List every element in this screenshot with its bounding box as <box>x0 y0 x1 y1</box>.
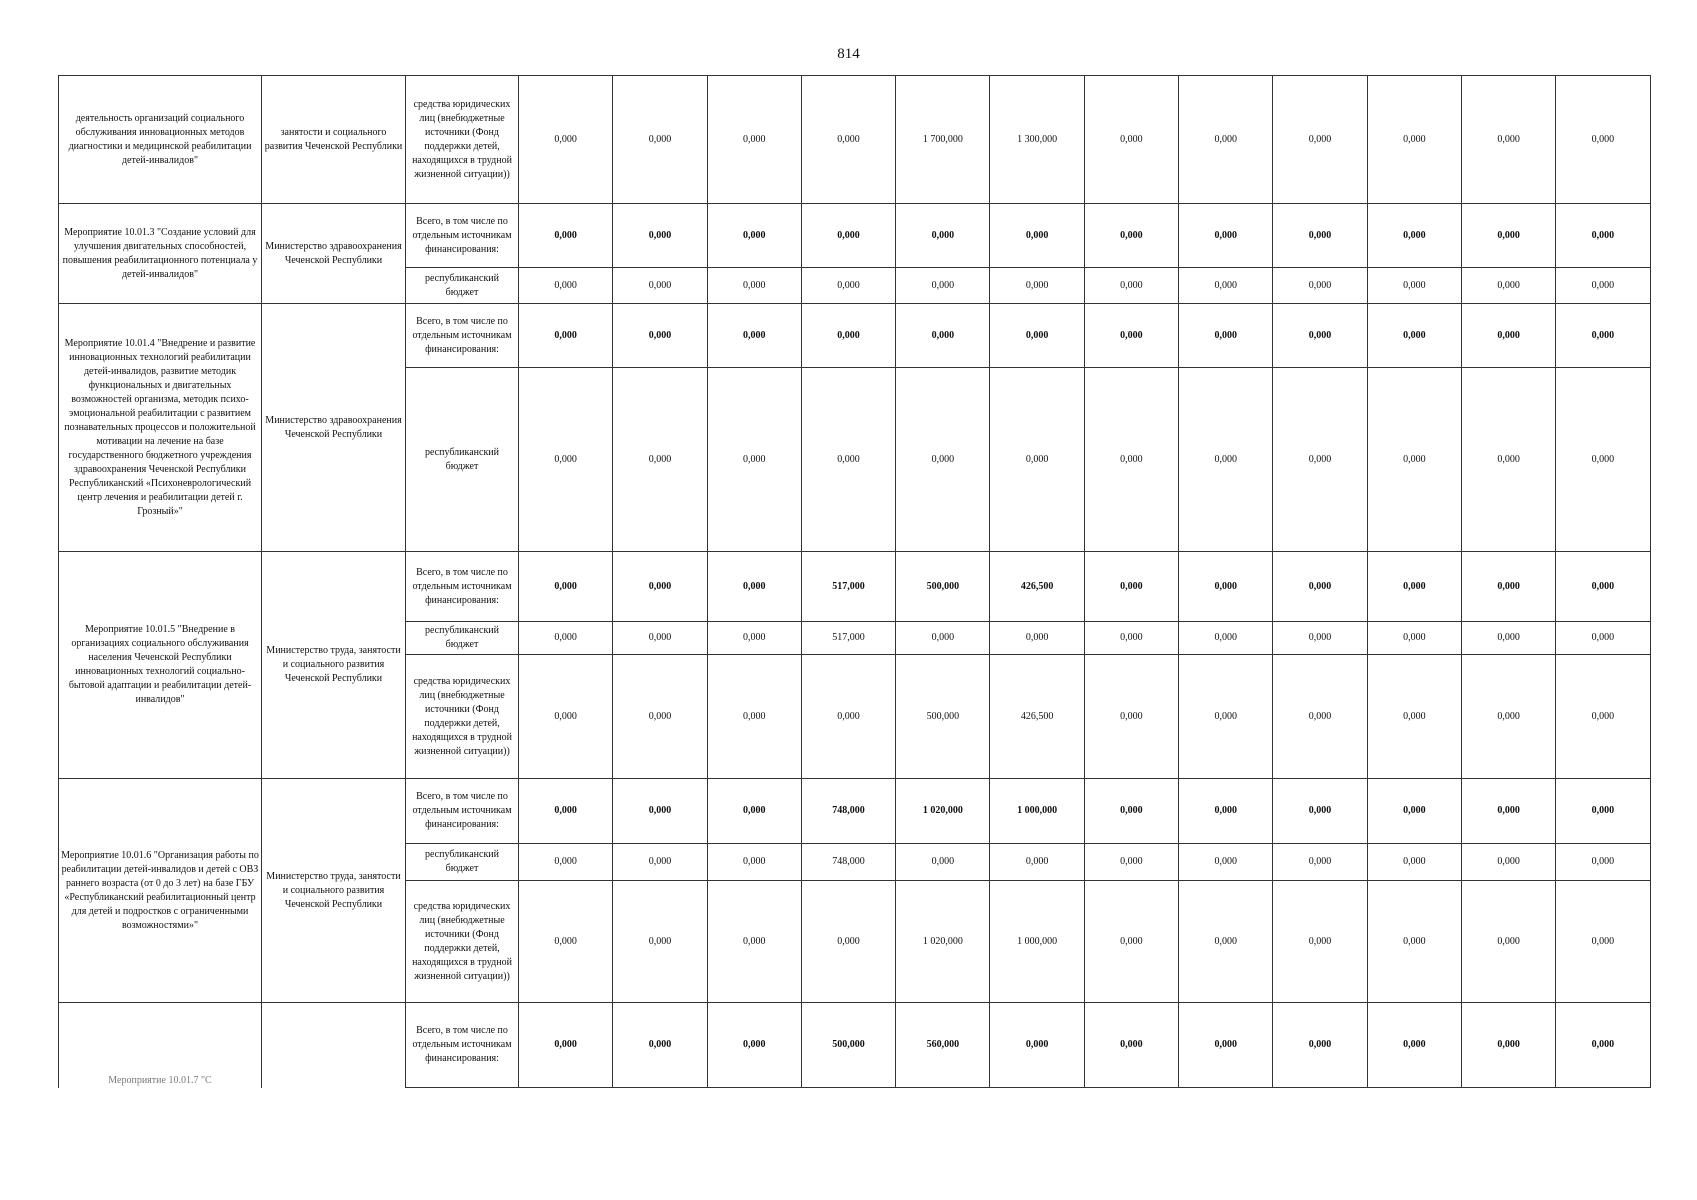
value-cell: 0,000 <box>1084 779 1178 844</box>
value-cell: 0,000 <box>1367 779 1461 844</box>
source-cell: республиканский бюджет <box>406 622 519 655</box>
value-cell: 500,000 <box>896 552 990 622</box>
value-cell: 0,000 <box>990 268 1084 304</box>
value-cell: 0,000 <box>1461 655 1555 779</box>
value-cell: 0,000 <box>1461 204 1555 268</box>
value-cell: 1 020,000 <box>896 779 990 844</box>
executor-cell: Министерство здравоохранения Чеченской Республики <box>262 304 406 552</box>
value-cell: 0,000 <box>519 268 613 304</box>
value-cell: 0,000 <box>1367 552 1461 622</box>
table-row <box>59 779 1651 844</box>
value-cell: 0,000 <box>519 779 613 844</box>
value-cell: 0,000 <box>1367 204 1461 268</box>
value-cell: 0,000 <box>1273 304 1367 368</box>
value-cell: 0,000 <box>801 76 895 204</box>
value-cell: 0,000 <box>1367 844 1461 881</box>
value-cell: 0,000 <box>707 204 801 268</box>
executor-cell: Министерство труда, занятости и социального развития Чеченской Республики <box>262 552 406 779</box>
value-cell: 0,000 <box>1084 304 1178 368</box>
value-cell: 0,000 <box>519 76 613 204</box>
value-cell: 0,000 <box>1556 368 1650 552</box>
value-cell: 1 020,000 <box>896 881 990 1003</box>
value-cell: 0,000 <box>613 881 707 1003</box>
value-cell: 0,000 <box>896 204 990 268</box>
value-cell: 0,000 <box>1461 368 1555 552</box>
value-cell: 0,000 <box>990 304 1084 368</box>
value-cell: 0,000 <box>1273 844 1367 881</box>
value-cell: 0,000 <box>1273 881 1367 1003</box>
value-cell: 0,000 <box>1461 76 1555 204</box>
value-cell: 0,000 <box>707 268 801 304</box>
value-cell: 0,000 <box>801 881 895 1003</box>
value-cell: 0,000 <box>519 304 613 368</box>
value-cell: 0,000 <box>1273 76 1367 204</box>
value-cell: 0,000 <box>1461 622 1555 655</box>
value-cell: 0,000 <box>1179 204 1273 268</box>
value-cell: 0,000 <box>1556 655 1650 779</box>
value-cell: 0,000 <box>896 844 990 881</box>
value-cell: 0,000 <box>1556 1003 1650 1088</box>
value-cell: 0,000 <box>519 844 613 881</box>
value-cell: 0,000 <box>990 622 1084 655</box>
value-cell: 0,000 <box>707 844 801 881</box>
value-cell: 500,000 <box>896 655 990 779</box>
page-number: 814 <box>837 46 860 62</box>
value-cell: 0,000 <box>1084 368 1178 552</box>
table-row <box>59 1003 1651 1088</box>
value-cell: 0,000 <box>801 655 895 779</box>
value-cell: 0,000 <box>707 552 801 622</box>
executor-cell <box>262 1003 406 1088</box>
value-cell: 500,000 <box>801 1003 895 1088</box>
value-cell: 0,000 <box>1084 655 1178 779</box>
value-cell: 0,000 <box>801 268 895 304</box>
source-cell: средства юридических лиц (внебюджетные источники (Фонд поддержки детей, находящихся в трудной жизненной ситуации)) <box>406 881 519 1003</box>
value-cell: 0,000 <box>519 622 613 655</box>
event-cell: Мероприятие 10.01.3 "Создание условий для улучшения двигательных способностей, повышения реабилитационного потенциала у детей-инвалидов" <box>59 204 262 304</box>
value-cell: 426,500 <box>990 552 1084 622</box>
value-cell: 0,000 <box>1179 622 1273 655</box>
table-row <box>59 76 1651 204</box>
value-cell: 0,000 <box>1556 552 1650 622</box>
executor-cell: Министерство здравоохранения Чеченской Республики <box>262 204 406 304</box>
value-cell: 0,000 <box>1367 655 1461 779</box>
value-cell: 0,000 <box>613 204 707 268</box>
value-cell: 0,000 <box>1084 552 1178 622</box>
value-cell: 0,000 <box>519 881 613 1003</box>
value-cell: 0,000 <box>519 368 613 552</box>
value-cell: 0,000 <box>1461 304 1555 368</box>
value-cell: 0,000 <box>1273 268 1367 304</box>
value-cell: 0,000 <box>613 1003 707 1088</box>
budget-table <box>58 75 1651 1088</box>
value-cell: 1 700,000 <box>896 76 990 204</box>
table-row <box>59 204 1651 268</box>
value-cell: 0,000 <box>613 552 707 622</box>
value-cell: 748,000 <box>801 779 895 844</box>
table-row <box>59 552 1651 622</box>
source-cell: средства юридических лиц (внебюджетные источники (Фонд поддержки детей, находящихся в трудной жизненной ситуации)) <box>406 655 519 779</box>
value-cell: 0,000 <box>896 304 990 368</box>
executor-cell: Министерство труда, занятости и социального развития Чеченской Республики <box>262 779 406 1003</box>
value-cell: 0,000 <box>896 622 990 655</box>
event-cell: Мероприятие 10.01.4 "Внедрение и развитие инновационных технологий реабилитации детей-инвалидов, развитие методик функциональных и двигательных возможностей организма, методик психо-эмоциональной реабилитации с развитием познавательных процессов и положительной мотивации на лечение на базе государственного бюджетного учреждения здравоохранения Чеченской Республики Республиканский «Психоневрологический центр лечения и реабилитации детей г. Грозный»" <box>59 304 262 552</box>
value-cell: 0,000 <box>1179 1003 1273 1088</box>
value-cell: 0,000 <box>1273 779 1367 844</box>
source-cell: Всего, в том числе по отдельным источникам финансирования: <box>406 779 519 844</box>
value-cell: 0,000 <box>990 368 1084 552</box>
event-cell: деятельность организаций социального обслуживания инновационных методов диагностики и медицинской реабилитации детей-инвалидов" <box>59 76 262 204</box>
value-cell: 0,000 <box>613 655 707 779</box>
value-cell: 0,000 <box>801 204 895 268</box>
value-cell: 0,000 <box>1367 368 1461 552</box>
value-cell: 0,000 <box>896 368 990 552</box>
value-cell: 0,000 <box>1273 368 1367 552</box>
value-cell: 0,000 <box>1367 76 1461 204</box>
value-cell: 0,000 <box>1461 881 1555 1003</box>
value-cell: 1 000,000 <box>990 779 1084 844</box>
value-cell: 0,000 <box>519 552 613 622</box>
value-cell: 0,000 <box>1179 844 1273 881</box>
value-cell: 0,000 <box>1556 204 1650 268</box>
source-cell: республиканский бюджет <box>406 844 519 881</box>
event-cell: Мероприятие 10.01.5 "Внедрение в организациях социального обслуживания населения Чеченской Республики инновационных технологий социально-бытовой адаптации и реабилитации детей-инвалидов" <box>59 552 262 779</box>
value-cell: 0,000 <box>707 368 801 552</box>
event-cell: Мероприятие 10.01.7 "С <box>59 1003 262 1088</box>
executor-cell: занятости и социального развития Чеченской Республики <box>262 76 406 204</box>
value-cell: 517,000 <box>801 552 895 622</box>
event-cell: Мероприятие 10.01.6 "Организация работы по реабилитации детей-инвалидов и детей с ОВЗ раннего возраста (от 0 до 3 лет) на базе ГБУ «Республиканский реабилитационный центр для детей и подростков с ограниченными возможностями»" <box>59 779 262 1003</box>
value-cell: 0,000 <box>519 204 613 268</box>
value-cell: 0,000 <box>1179 655 1273 779</box>
value-cell: 0,000 <box>613 268 707 304</box>
source-cell: Всего, в том числе по отдельным источникам финансирования: <box>406 204 519 268</box>
value-cell: 0,000 <box>1556 844 1650 881</box>
value-cell: 0,000 <box>1084 1003 1178 1088</box>
value-cell: 0,000 <box>1367 881 1461 1003</box>
value-cell: 0,000 <box>1461 1003 1555 1088</box>
source-cell: средства юридических лиц (внебюджетные источники (Фонд поддержки детей, находящихся в трудной жизненной ситуации)) <box>406 76 519 204</box>
value-cell: 0,000 <box>1556 881 1650 1003</box>
value-cell: 0,000 <box>519 1003 613 1088</box>
value-cell: 0,000 <box>1367 1003 1461 1088</box>
source-cell: Всего, в том числе по отдельным источникам финансирования: <box>406 304 519 368</box>
value-cell: 0,000 <box>990 1003 1084 1088</box>
value-cell: 0,000 <box>707 655 801 779</box>
value-cell: 0,000 <box>1367 622 1461 655</box>
value-cell: 0,000 <box>1084 622 1178 655</box>
value-cell: 0,000 <box>613 368 707 552</box>
value-cell: 0,000 <box>1273 622 1367 655</box>
value-cell: 426,500 <box>990 655 1084 779</box>
value-cell: 0,000 <box>707 76 801 204</box>
value-cell: 0,000 <box>990 844 1084 881</box>
value-cell: 0,000 <box>1179 368 1273 552</box>
value-cell: 1 000,000 <box>990 881 1084 1003</box>
value-cell: 0,000 <box>1461 552 1555 622</box>
source-cell: республиканский бюджет <box>406 368 519 552</box>
value-cell: 0,000 <box>1179 268 1273 304</box>
value-cell: 748,000 <box>801 844 895 881</box>
source-cell: Всего, в том числе по отдельным источникам финансирования: <box>406 552 519 622</box>
value-cell: 0,000 <box>801 368 895 552</box>
value-cell: 0,000 <box>1461 268 1555 304</box>
value-cell: 1 300,000 <box>990 76 1084 204</box>
value-cell: 0,000 <box>613 844 707 881</box>
value-cell: 0,000 <box>1461 844 1555 881</box>
value-cell: 0,000 <box>613 779 707 844</box>
value-cell: 0,000 <box>1556 622 1650 655</box>
value-cell: 0,000 <box>1461 779 1555 844</box>
value-cell: 0,000 <box>1179 304 1273 368</box>
value-cell: 0,000 <box>707 1003 801 1088</box>
value-cell: 0,000 <box>1556 779 1650 844</box>
value-cell: 0,000 <box>1179 552 1273 622</box>
value-cell: 0,000 <box>1179 881 1273 1003</box>
source-cell: Всего, в том числе по отдельным источникам финансирования: <box>406 1003 519 1088</box>
value-cell: 0,000 <box>613 76 707 204</box>
value-cell: 0,000 <box>707 779 801 844</box>
value-cell: 0,000 <box>1084 268 1178 304</box>
table-row <box>59 304 1651 368</box>
value-cell: 0,000 <box>1273 1003 1367 1088</box>
value-cell: 517,000 <box>801 622 895 655</box>
value-cell: 0,000 <box>1084 76 1178 204</box>
value-cell: 0,000 <box>990 204 1084 268</box>
value-cell: 0,000 <box>1556 268 1650 304</box>
value-cell: 0,000 <box>1273 655 1367 779</box>
value-cell: 0,000 <box>1273 204 1367 268</box>
value-cell: 0,000 <box>1273 552 1367 622</box>
value-cell: 0,000 <box>519 655 613 779</box>
value-cell: 0,000 <box>707 881 801 1003</box>
value-cell: 0,000 <box>1556 304 1650 368</box>
value-cell: 0,000 <box>707 304 801 368</box>
value-cell: 0,000 <box>1084 204 1178 268</box>
value-cell: 0,000 <box>801 304 895 368</box>
value-cell: 0,000 <box>1367 268 1461 304</box>
value-cell: 0,000 <box>896 268 990 304</box>
value-cell: 0,000 <box>1084 881 1178 1003</box>
value-cell: 0,000 <box>1179 76 1273 204</box>
value-cell: 0,000 <box>1367 304 1461 368</box>
value-cell: 0,000 <box>1179 779 1273 844</box>
value-cell: 0,000 <box>613 304 707 368</box>
value-cell: 0,000 <box>1556 76 1650 204</box>
value-cell: 0,000 <box>707 622 801 655</box>
value-cell: 0,000 <box>1084 844 1178 881</box>
source-cell: республиканский бюджет <box>406 268 519 304</box>
value-cell: 560,000 <box>896 1003 990 1088</box>
value-cell: 0,000 <box>613 622 707 655</box>
